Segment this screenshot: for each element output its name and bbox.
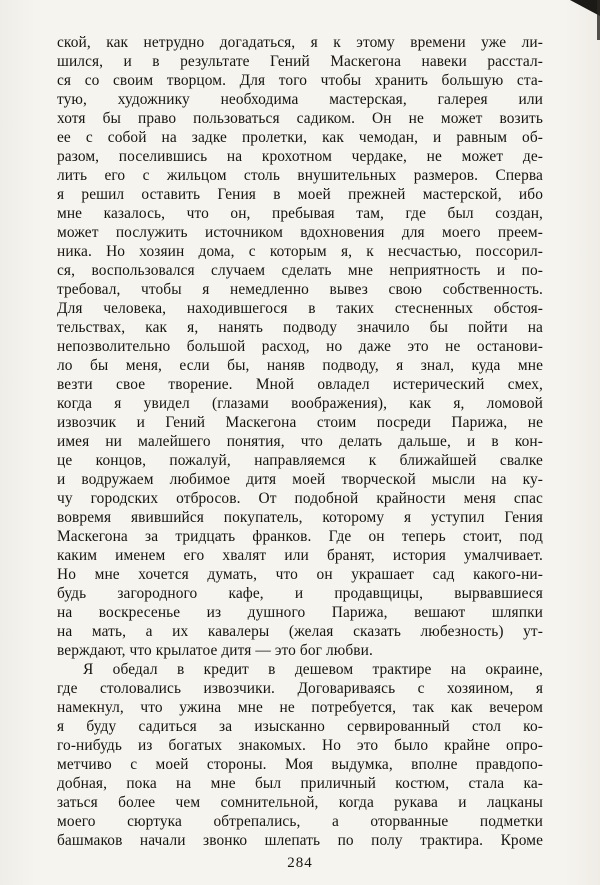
text-line: башмаков начали звонко шлепать по полу трактира. Кроме	[57, 832, 543, 849]
text-line: лить его с жильцом столь внушительных размеров. Сперва	[57, 167, 543, 184]
text-line: будь загородного кафе, и продавщицы, вырвавшиеся	[57, 585, 543, 602]
text-line: тую, художнику необходима мастерская, галерея или	[57, 91, 543, 108]
text-line: це концов, пожалуй, направляемся к ближайшей свалке	[57, 452, 543, 469]
text-line: ской, как нетрудно догадаться, я к этому времени уже ли-	[57, 34, 543, 51]
text-line: где столовались извозчики. Договариваясь с хозяином, я	[57, 680, 543, 697]
text-line: ся со своим творцом. Для того чтобы хранить большую ста-	[57, 72, 543, 89]
text-line: я буду садиться за изысканно сервированный стол ко-	[57, 718, 543, 735]
text-line: извозчик и Гений Маскегона стоим посреди Парижа, не	[57, 414, 543, 431]
text-line: верждают, что крылатое дитя — это бог любви.	[57, 642, 373, 659]
text-line: шился, и в результате Гений Маскегона навеки расстал-	[57, 53, 543, 70]
page-number	[0, 855, 600, 872]
text-line: чу городских отбросов. От подобной крайности меня спас	[57, 490, 543, 507]
text-line: добная, пока на мне был приличный костюм, стала ка-	[57, 775, 543, 792]
page-number-value: 284	[287, 855, 313, 871]
text-line: Но мне хочется думать, что он украшает сад какого-ни-	[57, 566, 543, 583]
text-line: Я обедал в кредит в дешевом трактире на окраине,	[83, 661, 543, 678]
text-line: го-нибудь из богатых знакомых. Но это было крайне опро-	[57, 737, 543, 754]
text-line: хотя бы право пользоваться садиком. Он не может возить	[57, 110, 543, 127]
paragraph	[57, 660, 543, 850]
page-text	[57, 33, 543, 850]
text-line: метчиво с моей стороны. Моя выдумка, вполне правдопо-	[57, 756, 543, 773]
text-line: ло бы меня, если бы, наняв подводу, я знал, куда мне	[57, 357, 543, 374]
text-line: когда я увидел (глазами воображения), как я, ломовой	[57, 395, 543, 412]
text-line: везти свое творение. Мной овладел истерический смех,	[57, 376, 543, 393]
text-line: имея ни малейшего понятия, что делать дальше, и в кон-	[57, 433, 543, 450]
text-line: ее с собой на задке пролетки, как чемодан, и равным об-	[57, 129, 543, 146]
text-line: на мать, а их кавалеры (желая сказать любезность) ут-	[57, 623, 543, 640]
text-line: Для человека, находившегося в таких стесненных обстоя-	[57, 300, 543, 317]
scan-artifact-corner	[570, 0, 600, 16]
text-line: ся, воспользовался случаем сделать мне неприятность и по-	[57, 262, 543, 279]
text-line: вовремя явившийся покупатель, которому я уступил Гения	[57, 509, 543, 526]
text-line: на воскресенье из душного Парижа, вешают шляпки	[57, 604, 543, 621]
text-line: требовал, чтобы я немедленно вывез свою собственность.	[57, 281, 543, 298]
text-line: моего сюртука обтрепались, а оторванные подметки	[57, 813, 543, 830]
text-line: тельствах, как я, нанять подводу значило бы пойти на	[57, 319, 543, 336]
text-line: непозволительно большой расход, но даже это не останови-	[57, 338, 543, 355]
text-line: намекнул, что ужина мне не потребуется, так как вечером	[57, 699, 543, 716]
paragraph	[57, 33, 543, 660]
text-line: ника. Но хозяин дома, с которым я, к несчастью, поссорил-	[57, 243, 543, 260]
text-line: я решил оставить Гения в моей прежней мастерской, ибо	[57, 186, 543, 203]
text-line: разом, поселившись на крохотном чердаке, не может де-	[57, 148, 543, 165]
text-line: каким именем его хвалят или бранят, история умалчивает.	[57, 547, 543, 564]
text-line: и водружаем любимое дитя моей творческой мысли на ку-	[57, 471, 543, 488]
text-line: мне казалось, что он, пребывая там, где был создан,	[57, 205, 543, 222]
text-line: Маскегона за тридцать франков. Где он теперь стоит, под	[57, 528, 543, 545]
text-line: заться более чем сомнительной, когда рукава и лацканы	[57, 794, 543, 811]
text-line: может послужить источником вдохновения для моего преем-	[57, 224, 543, 241]
